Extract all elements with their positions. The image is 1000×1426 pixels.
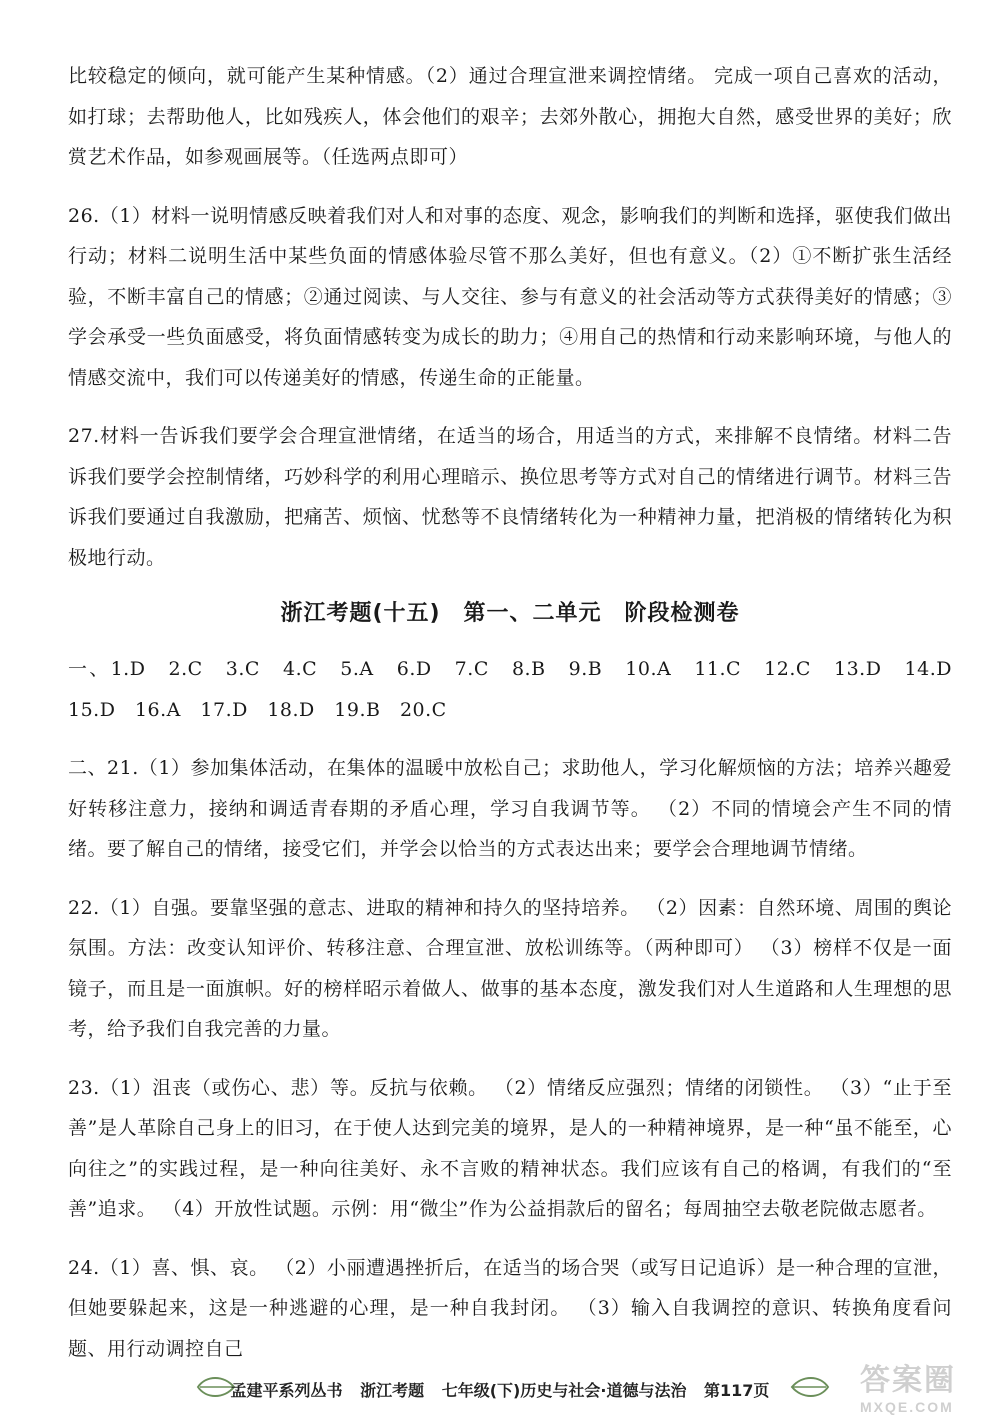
answer-paragraph-continued: 比较稳定的倾向，就可能产生某种情感。（2）通过合理宣泄来调控情绪。 完成一项自己喜欢的活动，如打球；去帮助他人，比如残疾人，体会他们的艰辛；去郊外散心，拥抱大自然，感受世界的美好；欣赏艺术作品，如参观画展等。（任选两点即可） bbox=[68, 65, 952, 168]
answer-21: 二、21.（1）参加集体活动，在集体的温暖中放松自己；求助他人，学习化解烦恼的方法；培养兴趣爱好转移注意力，接纳和调适青春期的矛盾心理，学习自我调节等。 （2）不同的情境会产生不同的情绪。要了解自己的情绪，接受它们，并学会以恰当的方式表达出来；要学会合理地调节情绪。 bbox=[68, 757, 952, 860]
answer-26: 26.（1）材料一说明情感反映着我们对人和对事的态度、观念，影响我们的判断和选择，驱使我们做出行动；材料二说明生活中某些负面的情感体验尽管不那么美好，但也有意义。（2）①不断扩张生活经验，不断丰富自己的情感；②通过阅读、与人交往、参与有意义的社会活动等方式获得美好的情感；③学会承受一些负面感受，将负面情感转变为成长的助力；④用自己的热情和行动来影响环境，与他人的情感交流中，我们可以传递美好的情感，传递生命的正能量。 bbox=[68, 204, 952, 389]
page-content bbox=[68, 56, 972, 1387]
answer-24: 24.（1）喜、惧、哀。 （2）小丽遭遇挫折后，在适当的场合哭（或写日记追诉）是一种合理的宣泄，但她要躲起来，这是一种逃避的心理，是一种自我封闭。 （3）输入自我调控的意识、转换角度看问题、用行动调控自己 bbox=[68, 1256, 952, 1360]
right-leaf-ornament bbox=[790, 1372, 830, 1402]
watermark bbox=[860, 1355, 956, 1415]
multiple-choice-answers: 一、1.D 2.C 3.C 4.C 5.A 6.D 7.C 8.B 9.B 10.A 11.C 12.C 13.D 14.D 15.D 16.A 17.D 18.D 19.B 20.C bbox=[68, 658, 972, 721]
page-footer bbox=[200, 1378, 800, 1401]
section-title: 浙江考题(十五) 第一、二单元 阶段检测卷 bbox=[280, 601, 740, 626]
answer-22: 22.（1）自强。要靠坚强的意志、进取的精神和持久的坚持培养。 （2）因素：自然环境、周围的舆论氛围。方法：改变认知评价、转移注意、合理宣泄、放松训练等。（两种即可） （3）榜样不仅是一面镜子，而且是一面旗帜。好的榜样昭示着做人、做事的基本态度，激发我们对人生道路和人生理想的思考，给予我们自我完善的力量。 bbox=[68, 896, 952, 1040]
watermark-top: 答案圈 bbox=[860, 1364, 956, 1397]
watermark-bottom: MXQE.COM bbox=[860, 1399, 954, 1415]
answer-23: 23.（1）沮丧（或伤心、悲）等。反抗与依赖。 （2）情绪反应强烈；情绪的闭锁性。 （3）“止于至善”是人革除自己身上的旧习，在于使人达到完美的境界，是人的一种精神境界，是一种“虽不能至，心向往之”的实践过程，是一种向往美好、永不言败的精神状态。我们应该有自己的格调，有我们的“至善”追求。 （4）开放性试题。示例：用“微尘”作为公益捐款后的留名；每周抽空去敬老院做志愿者。 bbox=[68, 1076, 952, 1220]
answer-27: 27.材料一告诉我们要学会合理宣泄情绪，在适当的场合，用适当的方式，来排解不良情绪。材料二告诉我们要学会控制情绪，巧妙科学的利用心理暗示、换位思考等方式对自己的情绪进行调节。材料三告诉我们要通过自我激励，把痛苦、烦恼、忧愁等不良情绪转化为一种精神力量，把消极的情绪转化为积极地行动。 bbox=[68, 425, 952, 569]
footer-page-number: 第117页 bbox=[704, 1381, 770, 1400]
footer-grade: 七年级(下)历史与社会·道德与法治 bbox=[441, 1381, 687, 1400]
footer-book: 浙江考题 bbox=[360, 1381, 425, 1400]
footer-series: 孟建平系列丛书 bbox=[230, 1381, 343, 1400]
